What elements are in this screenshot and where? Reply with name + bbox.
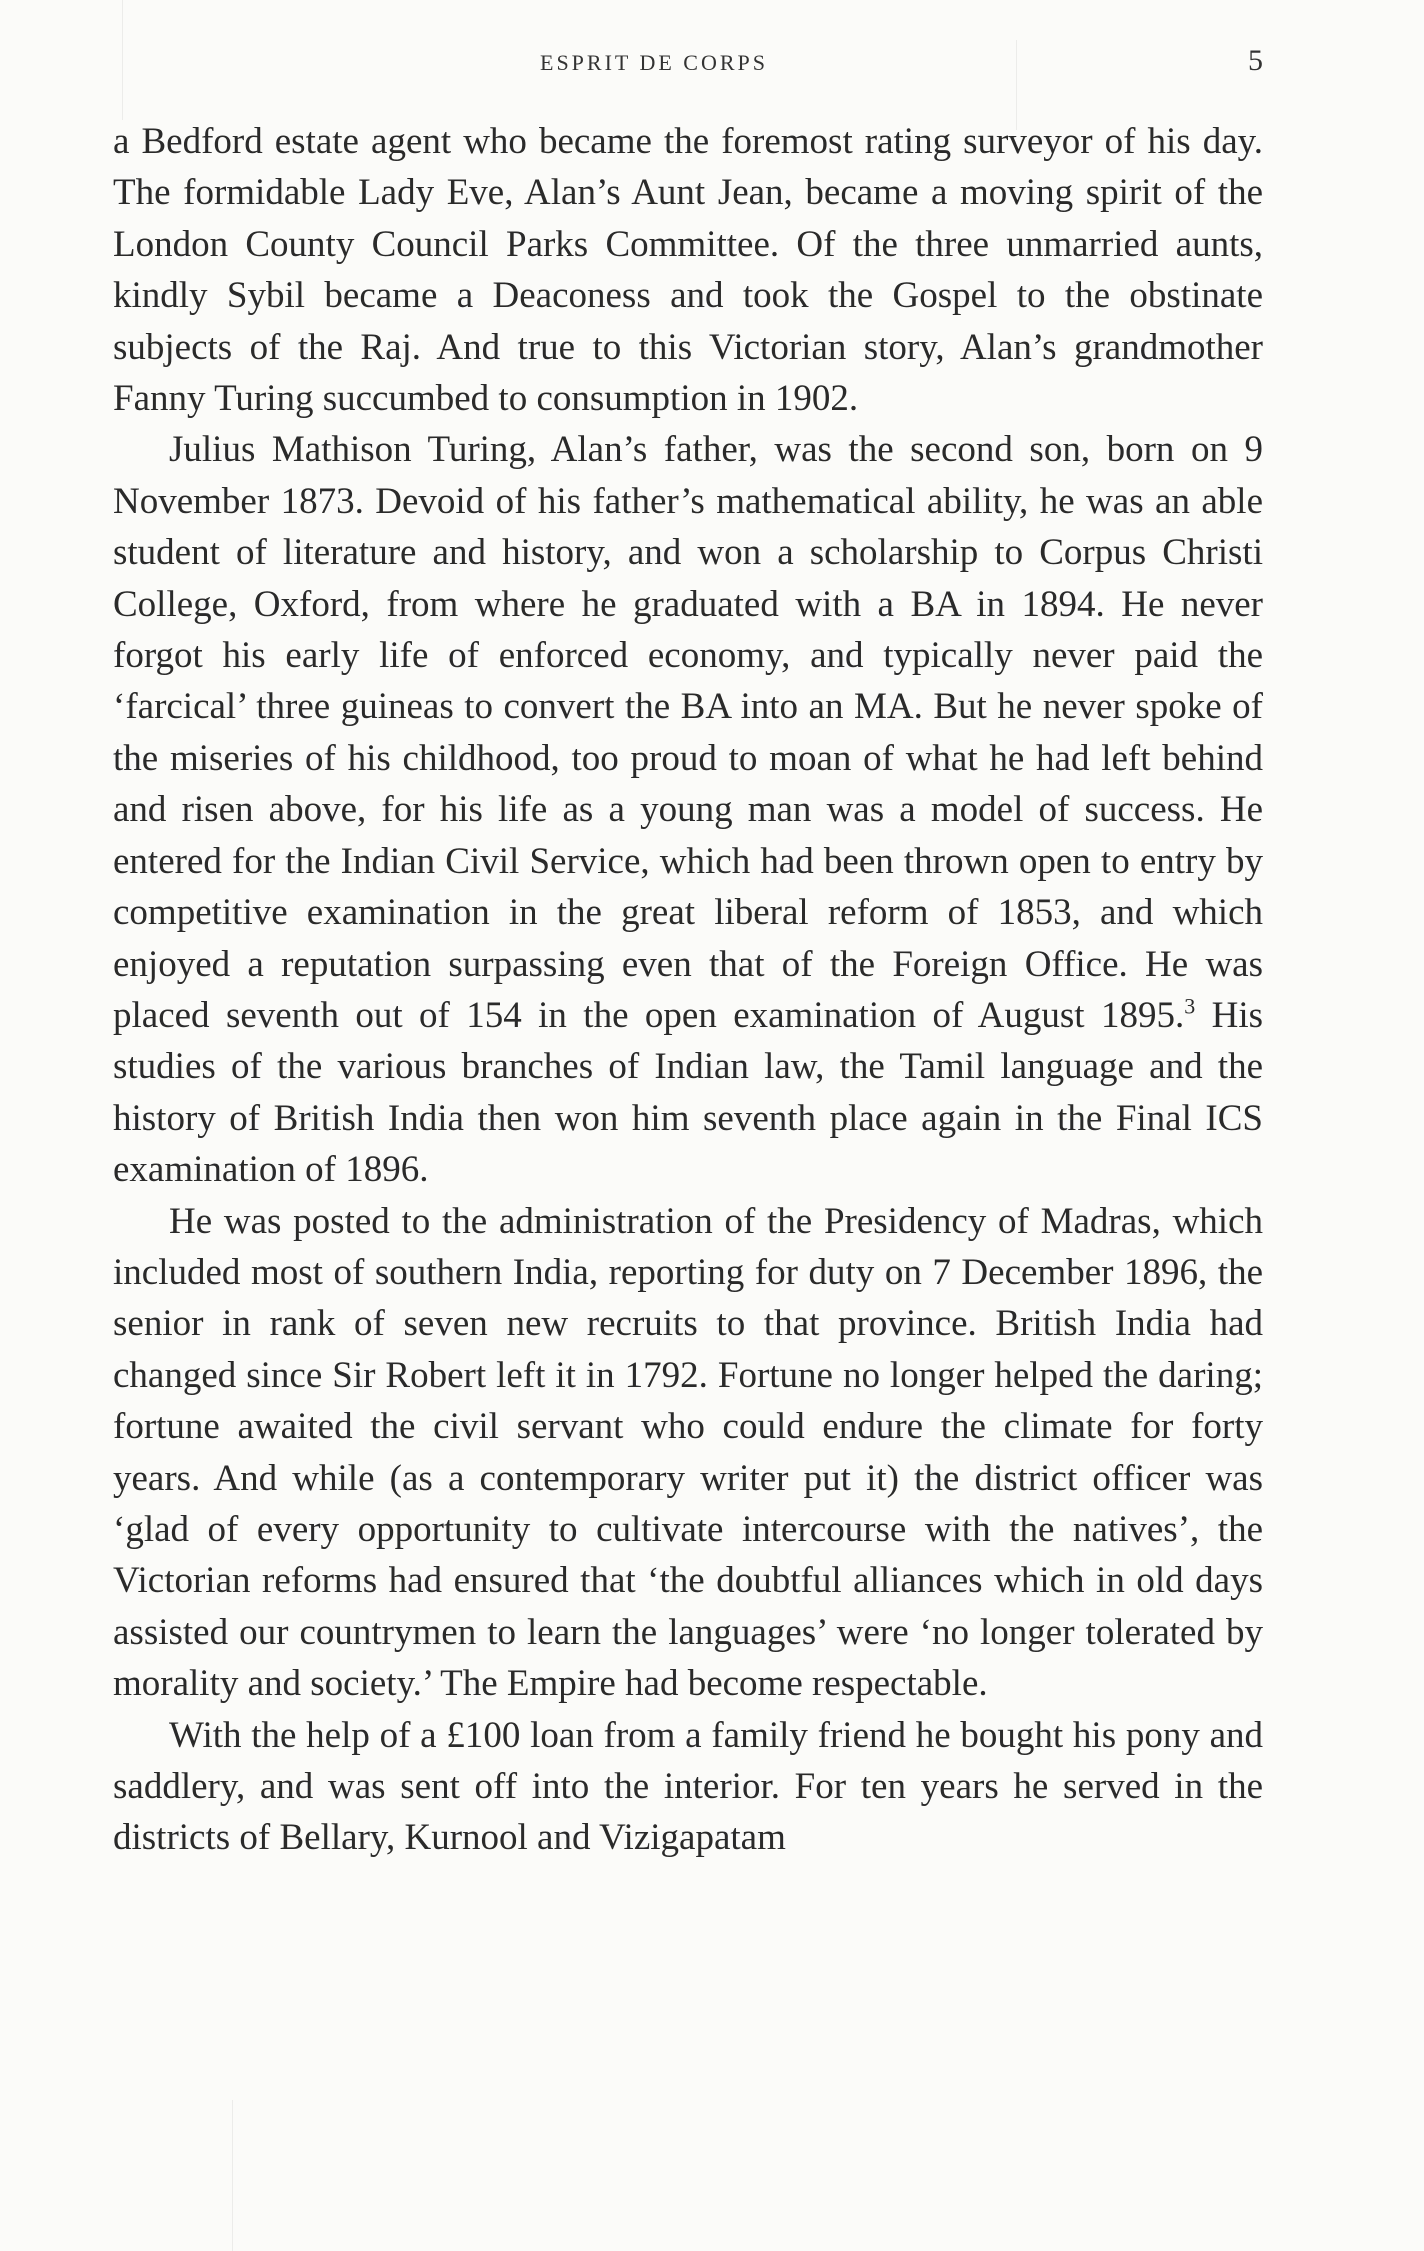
paragraph-4 bbox=[113, 1710, 1263, 1864]
paragraph-text: With the help of a £100 loan from a family friend he bought his pony and saddlery, and was sent off into the interior. For ten years he served in the districts of Bellary, Kurnool and Vizigapatam bbox=[113, 1714, 1263, 1859]
body-text bbox=[113, 116, 1263, 1864]
paragraph-1 bbox=[113, 116, 1263, 424]
paragraph-3 bbox=[113, 1196, 1263, 1710]
paragraph-text: His studies of the various branches of Indian law, the Tamil language and the history of British India then won him seventh place again in the Final ICS examination of 1896. bbox=[113, 994, 1263, 1191]
running-title: ESPRIT DE CORPS bbox=[540, 50, 768, 75]
paragraph-text: He was posted to the administration of the Presidency of Madras, which included most of southern India, reporting for duty on 7 December 1896, the senior in rank of seven new recruits to that province. British India had changed since Sir Robert left it in 1792. Fortune no longer helped the daring; fortune awaited the civil servant who could endure the climate for forty years. And while (as a contemporary writer put it) the district officer was ‘glad of every opportunity to cultivate intercourse with the natives’, the Victorian reforms had ensured that ‘the doubtful alliances which in old days assisted our countrymen to learn the languages’ were ‘no longer tolerated by morality and society.’ The Empire had become respectable. bbox=[113, 1200, 1263, 1705]
running-head bbox=[0, 44, 1424, 84]
page-number: 5 bbox=[1248, 44, 1263, 77]
footnote-marker[interactable]: 3 bbox=[1184, 993, 1196, 1019]
paragraph-2 bbox=[113, 424, 1263, 1195]
paragraph-text: a Bedford estate agent who became the foremost rating surveyor of his day. The formidable Lady Eve, Alan’s Aunt Jean, became a moving spirit of the London County Council Parks Committee. Of the three unmarried aunts, kindly Sybil became a Deaconess and took the Gospel to the obstinate subjects of the Raj. And true to this Victorian story, Alan’s grandmother Fanny Turing succumbed to consumption in 1902. bbox=[113, 121, 1263, 420]
paragraph-text: Julius Mathison Turing, Alan’s father, was the second son, born on 9 November 1873. Devoid of his father’s mathematical ability, he was an able student of literature and history, and won a scholarship to Corpus Christi College, Oxford, from where he graduated with a BA in 1894. He never forgot his early life of enforced economy, and typically never paid the ‘farcical’ three guineas to convert the BA into an MA. But he never spoke of the miseries of his childhood, too proud to moan of what he had left behind and risen above, for his life as a young man was a model of success. He entered for the Indian Civil Service, which had been thrown open to entry by competitive examination in the great liberal reform of 1853, and which enjoyed a reputation surpassing even that of the Foreign Office. He was placed seventh out of 154 in the open examination of August 1895. bbox=[113, 429, 1263, 1036]
scan-artifact bbox=[232, 2100, 233, 2251]
